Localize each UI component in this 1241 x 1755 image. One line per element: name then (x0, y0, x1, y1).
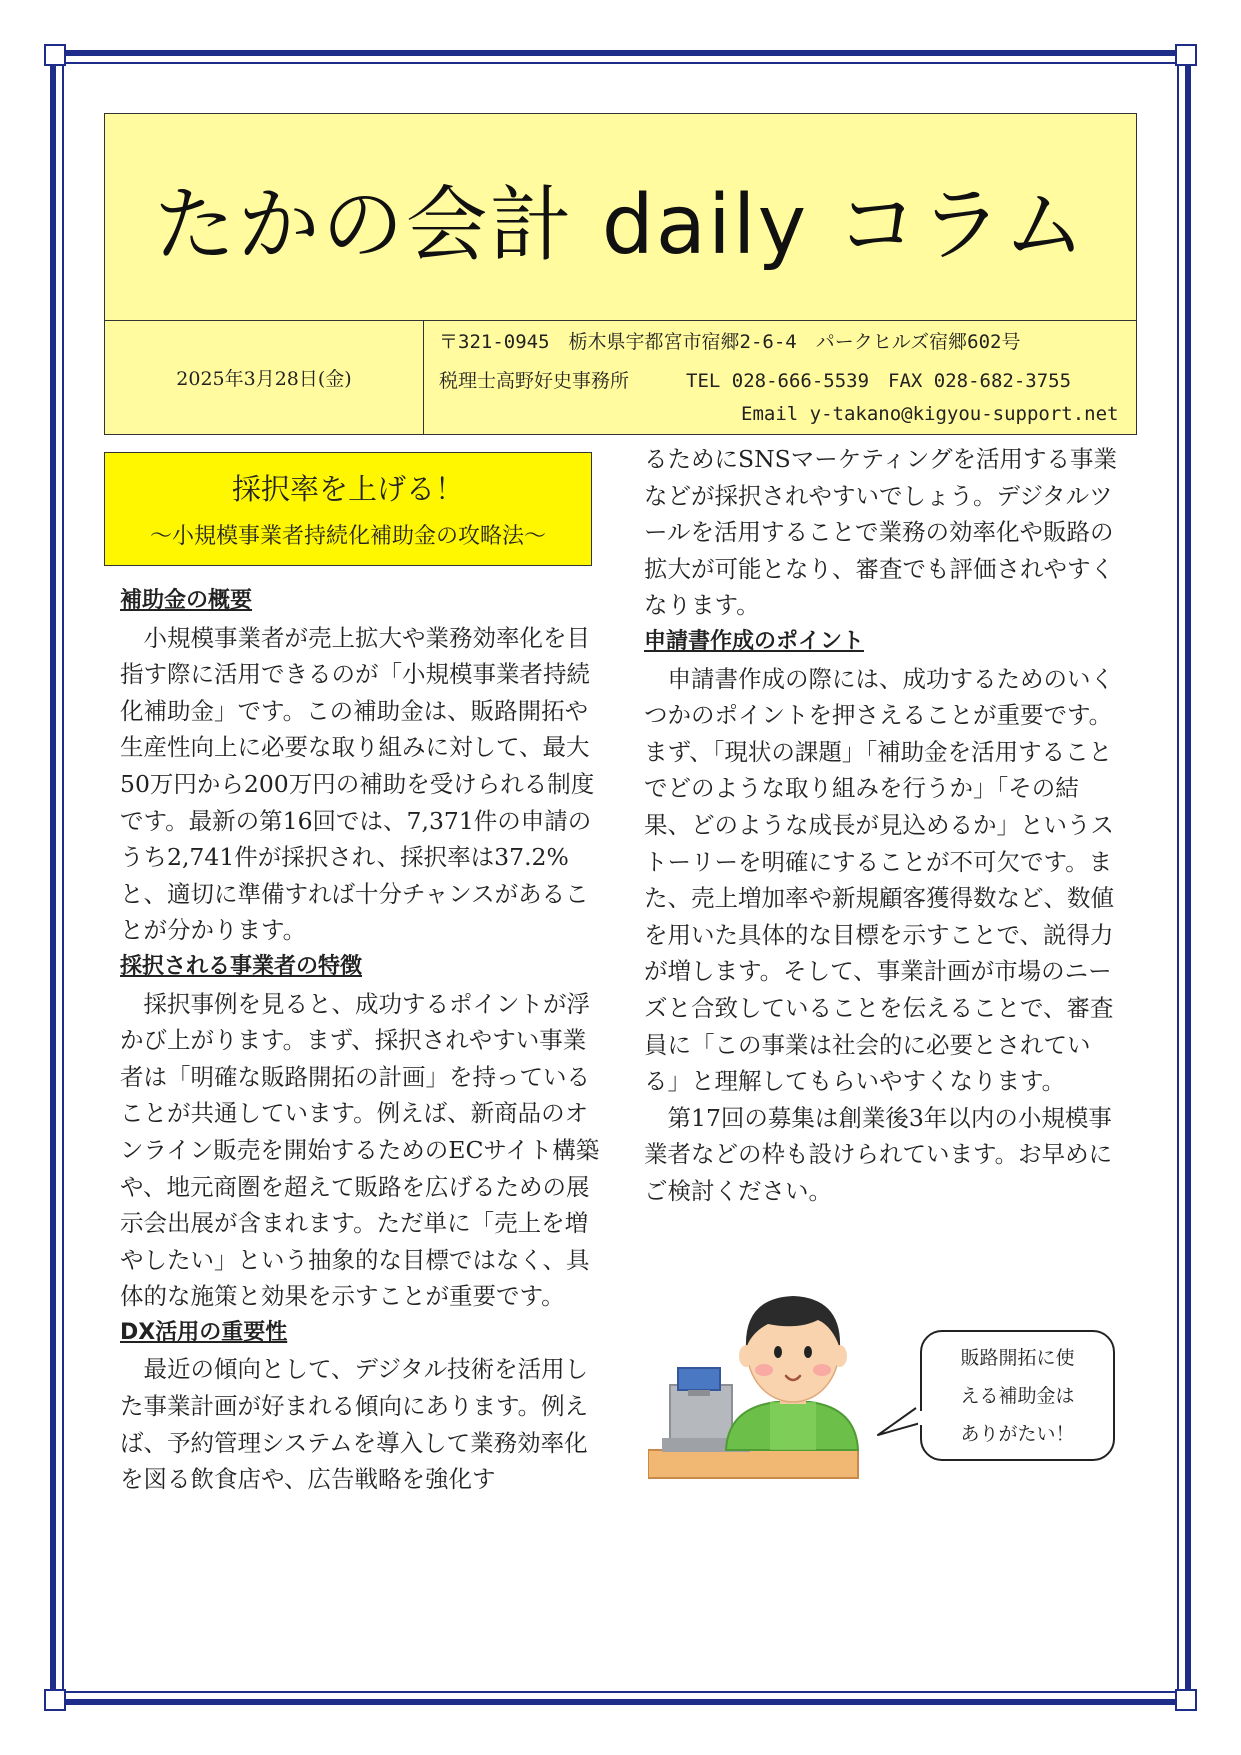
bubble-line: える補助金は (960, 1384, 1075, 1407)
border-corner (44, 44, 66, 66)
section-heading: 申請書作成のポイント (644, 628, 865, 654)
office-contact-line: 税理士高野好史事務所 TEL 028-666-5539 FAX 028-682-3755 (439, 370, 1072, 392)
closing-paragraph: 第17回の募集は創業後3年以内の小規模事業者などの枠も設けられています。お早めにご検討ください。 (644, 1103, 1113, 1205)
register-screen (678, 1368, 720, 1390)
article-column-right (644, 441, 1124, 1209)
section-body: 小規模事業者が売上拡大や業務効率化を目指す際に活用できるのが「小規模事業者持続化補助金」です。この補助金は、販路開拓や生産性向上に必要な取り組みに対して、最大50万円から200万円の補助を受けられる制度です。最新の第16回では、7,371件の申請のうち2,741件が採択され、採択率は37.2%と、適切に準備すれば十分チャンスがあることが分かります。 (120, 623, 595, 945)
section-heading: DX活用の重要性 (120, 1319, 288, 1345)
section-body: 申請書作成の際には、成功するためのいくつかのポイントを押さえることが重要です。まず、「現状の課題」「補助金を活用することでどのような取り組みを行うか」「その結果、どのような成長が見込めるか」というストーリーを明確にすることが不可欠です。また、売上増加率や新規顧客獲得数など、数値を用いた具体的な目標を示すことで、説得力が増します。そして、事業計画が市場のニーズと合致していることを伝えることで、審査員に「この事業は社会的に必要とされている」と理解してもらいやすくなります。 (644, 664, 1114, 1096)
section-heading: 採択される事業者の特徴 (120, 953, 363, 979)
email-line: Email y-takano@kigyou-support.net (741, 403, 1119, 425)
address-line: 〒321-0945 栃木県宇都宮市宿郷2-6-4 パークヒルズ宿郷602号 (439, 331, 1021, 353)
speech-bubble (920, 1330, 1115, 1461)
headline-title: 採択率を上げる！ (231, 472, 464, 506)
bubble-line: 販路開拓に使 (960, 1346, 1075, 1369)
bubble-line: ありがたい！ (960, 1422, 1075, 1445)
section-body-continued: るためにSNSマーケティングを活用する事業などが採択されやすいでしょう。デジタルツールを活用することで業務の効率化や販路の拡大が可能となり、審査でも評価されやすくなります。 (644, 445, 1117, 620)
section-body: 最近の傾向として、デジタル技術を活用した事業計画が好まれる傾向にあります。例えば、予約管理システムを導入して業務効率化を図る飲食店や、広告戦略を強化す (120, 1355, 589, 1494)
newsletter-header (104, 113, 1137, 435)
border-corner (1175, 1689, 1197, 1711)
header-divider-vertical (423, 320, 424, 434)
article-headline (104, 452, 592, 566)
counter-top (648, 1450, 858, 1478)
issue-date: 2025年3月28日(金) (176, 367, 352, 390)
bubble-tail-join (918, 1411, 926, 1425)
section-body: 採択事例を見ると、成功するポイントが浮かび上がります。まず、採択されやすい事業者は「明確な販路開拓の計画」を持っていることが共通しています。例えば、新商品のオンライン販売を開始するためのECサイト構築や、地元商圏を超えて販路を広げるための展示会出展が含まれます。ただ単に「売上を増やしたい」という抽象的な目標ではなく、具体的な施策と効果を示すことが重要です。 (120, 989, 600, 1311)
headline-subtitle: ～小規模事業者持続化補助金の攻略法～ (149, 524, 546, 549)
border-corner (44, 1689, 66, 1711)
border-corner (1175, 44, 1197, 66)
section-heading: 補助金の概要 (120, 588, 253, 613)
newsletter-title: たかの会計 daily コラム (153, 177, 1088, 273)
article-column-left (120, 583, 600, 1498)
